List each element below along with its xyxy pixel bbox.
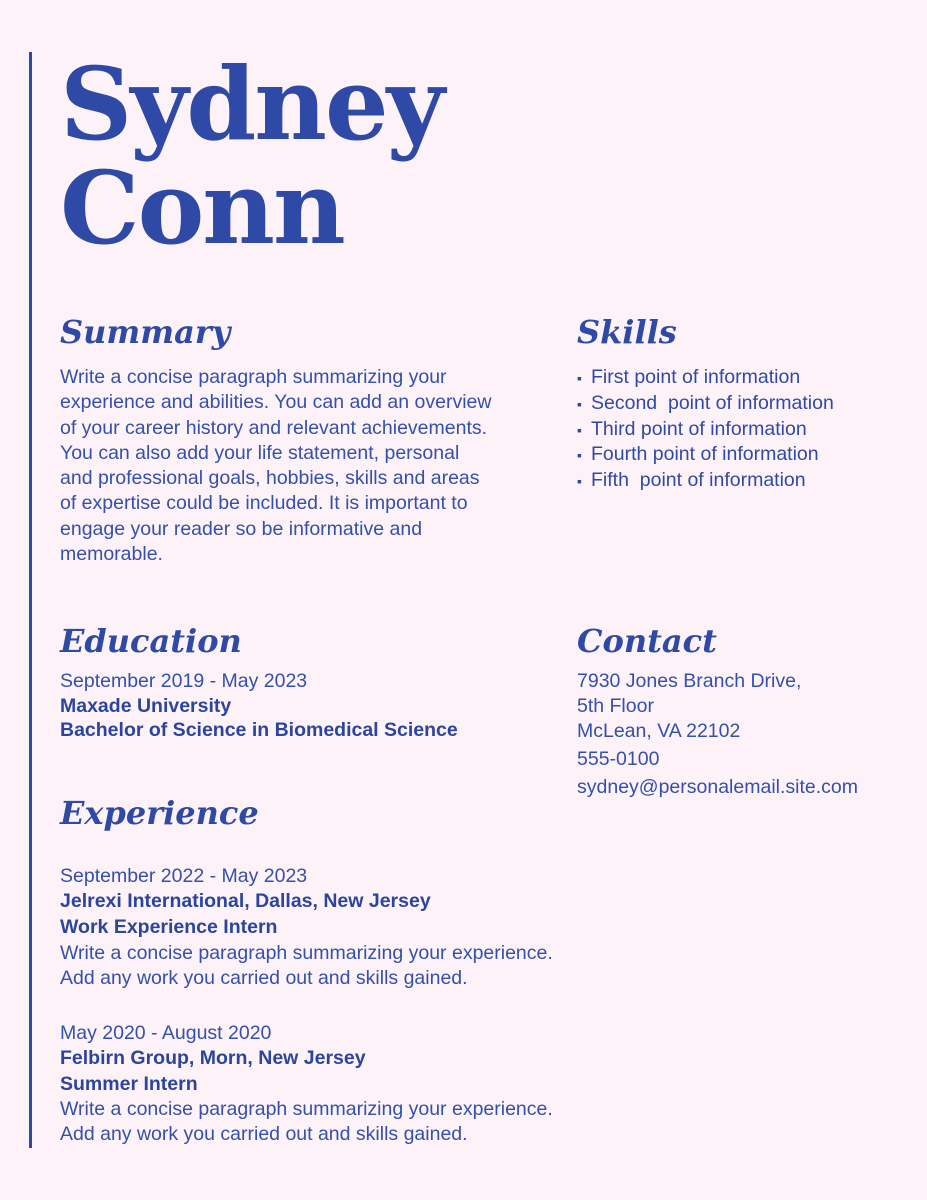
experience-role: Summer Intern <box>60 1072 198 1095</box>
contact-heading: Contact <box>577 622 717 660</box>
summary-line: of expertise could be included. It is important to <box>60 492 468 515</box>
education-heading: Education <box>60 622 242 660</box>
summary-line: of your career history and relevant achievements. <box>60 416 488 439</box>
skill-item: ▪ Second point of information <box>577 391 834 417</box>
experience-company: Felbirn Group, Morn, New Jersey <box>60 1047 366 1070</box>
education-degree: Bachelor of Science in Biomedical Science <box>60 719 458 741</box>
experience-dates: May 2020 - August 2020 <box>60 1022 272 1044</box>
experience-role: Work Experience Intern <box>60 915 278 938</box>
contact-address-line3: McLean, VA 22102 <box>577 720 741 742</box>
summary-line: engage your reader so be informative and <box>60 517 423 540</box>
contact-address-line1: 7930 Jones Branch Drive, <box>577 670 802 692</box>
experience-description: Write a concise paragraph summarizing your experience. <box>60 1097 553 1120</box>
contact-phone: 555-0100 <box>577 748 660 770</box>
education-dates: September 2019 - May 2023 <box>60 670 308 692</box>
contact-block <box>577 669 858 800</box>
skill-item: ▪ Third point of information <box>577 417 834 443</box>
education-block <box>60 669 458 743</box>
resume-name <box>60 45 443 267</box>
experience-entry <box>60 864 553 991</box>
skill-item: ▪ Fifth point of information <box>577 468 834 494</box>
experience-description: Add any work you carried out and skills gained. <box>60 967 468 990</box>
summary-line: memorable. <box>60 543 163 566</box>
summary-heading: Summary <box>60 313 231 351</box>
experience-heading: Experience <box>60 794 259 832</box>
contact-email[interactable]: sydney@personalemail.site.com <box>577 776 858 798</box>
skill-item: ▪ Fourth point of information <box>577 442 834 468</box>
experience-dates: September 2022 - May 2023 <box>60 865 308 887</box>
education-school: Maxade University <box>60 694 232 717</box>
experience-description: Write a concise paragraph summarizing your experience. <box>60 941 553 964</box>
last-name: Conn <box>60 149 344 267</box>
skills-list <box>577 365 834 494</box>
summary-line: and professional goals, hobbies, skills and areas <box>60 467 480 490</box>
accent-vertical-line <box>29 52 32 1148</box>
summary-paragraph <box>60 365 491 567</box>
experience-description: Add any work you carried out and skills gained. <box>60 1123 468 1146</box>
experience-entry <box>60 1021 553 1147</box>
skill-item: ▪ First point of information <box>577 365 834 391</box>
summary-line: experience and abilities. You can add an overview <box>60 391 492 414</box>
skills-heading: Skills <box>577 313 677 351</box>
contact-address-line2: 5th Floor <box>577 695 654 717</box>
experience-company: Jelrexi International, Dallas, New Jersey <box>60 890 431 913</box>
summary-line: Write a concise paragraph summarizing your <box>60 366 447 388</box>
first-name: Sydney <box>60 45 443 163</box>
summary-line: You can also add your life statement, personal <box>60 441 460 464</box>
